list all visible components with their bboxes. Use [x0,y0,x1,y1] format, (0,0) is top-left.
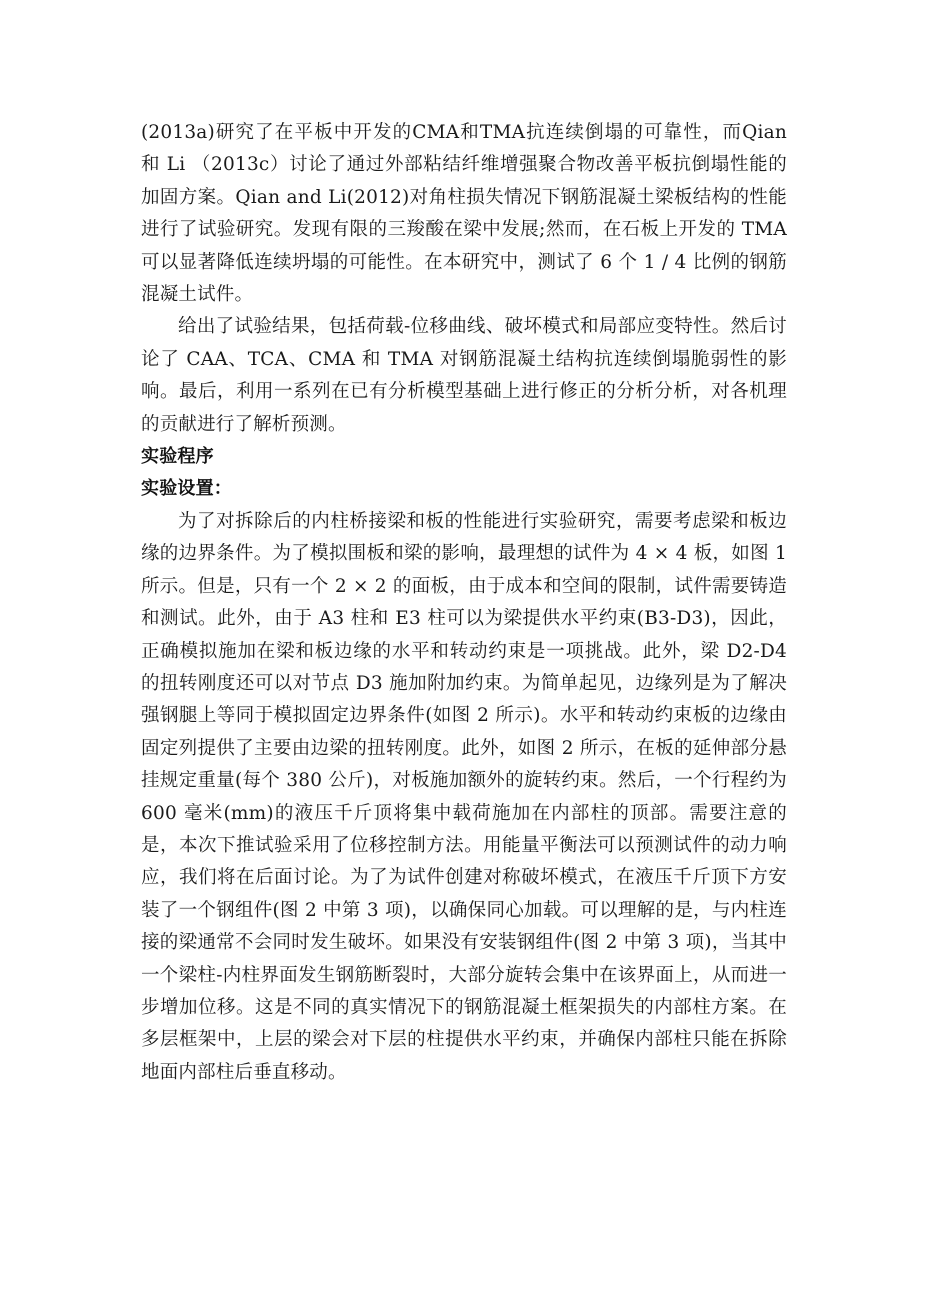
section-heading-procedure: 实验程序 [141,446,214,468]
paragraph-intro-2: 给出了试验结果，包括荷载-位移曲线、破坏模式和局部应变特性。然后讨论了 CAA、TCA、CMA 和 TMA 对钢筋混凝土结构抗连续倒塌脆弱性的影响。最后，利用一系列在已有分析模型基础上进行修正的分析分析，对各机理的贡献进行了解析预测。 [141,316,787,435]
document-body [141,117,787,1089]
paragraph-intro-1: (2013a)研究了在平板中开发的CMA和TMA抗连续倒塌的可靠性，而Qian 和 Li （2013c）讨论了通过外部粘结纤维增强聚合物改善平板抗倒塌性能的加固方案。Qian and Li(2012)对角柱损失情况下钢筋混凝土梁板结构的性能进行了试验研究。发现有限的三羧酸在梁中发展;然而，在石板上开发的 TMA 可以显著降低连续坍塌的可能性。在本研究中，测试了 6 个 1 / 4 比例的钢筋混凝土试件。 [141,122,787,306]
paragraph-setup: 为了对拆除后的内柱桥接梁和板的性能进行实验研究，需要考虑梁和板边缘的边界条件。为了模拟围板和梁的影响，最理想的试件为 4 × 4 板，如图 1 所示。但是，只有一个 2 × 2 的面板，由于成本和空间的限制，试件需要铸造和测试。此外，由于 A3 柱和 E3 柱可以为梁提供水平约束(B3-D3)，因此，正确模拟施加在梁和板边缘的水平和转动约束是一项挑战。此外，梁 D2-D4 的扭转刚度还可以对节点 D3 施加附加约束。为简单起见，边缘列是为了解决强钢腿上等同于模拟固定边界条件(如图 2 所示)。水平和转动约束板的边缘由固定列提供了主要由边梁的扭转刚度。此外，如图 2 所示，在板的延伸部分悬挂规定重量(每个 380 公斤)，对板施加额外的旋转约束。然后，一个行程约为 600 毫米(mm)的液压千斤顶将集中载荷施加在内部柱的顶部。需要注意的是，本次下推试验采用了位移控制方法。用能量平衡法可以预测试件的动力响应，我们将在后面讨论。为了为试件创建对称破坏模式，在液压千斤顶下方安装了一个钢组件(图 2 中第 3 项)，以确保同心加载。可以理解的是，与内柱连接的梁通常不会同时发生破坏。如果没有安装钢组件(图 2 中第 3 项)，当其中一个梁柱-内柱界面发生钢筋断裂时，大部分旋转会集中在该界面上，从而进一步增加位移。这是不同的真实情况下的钢筋混凝土框架损失的内部柱方案。在多层框架中，上层的梁会对下层的柱提供水平约束，并确保内部柱只能在拆除地面内部柱后垂直移动。 [141,510,787,1083]
subsection-heading-setup: 实验设置： [141,478,232,500]
